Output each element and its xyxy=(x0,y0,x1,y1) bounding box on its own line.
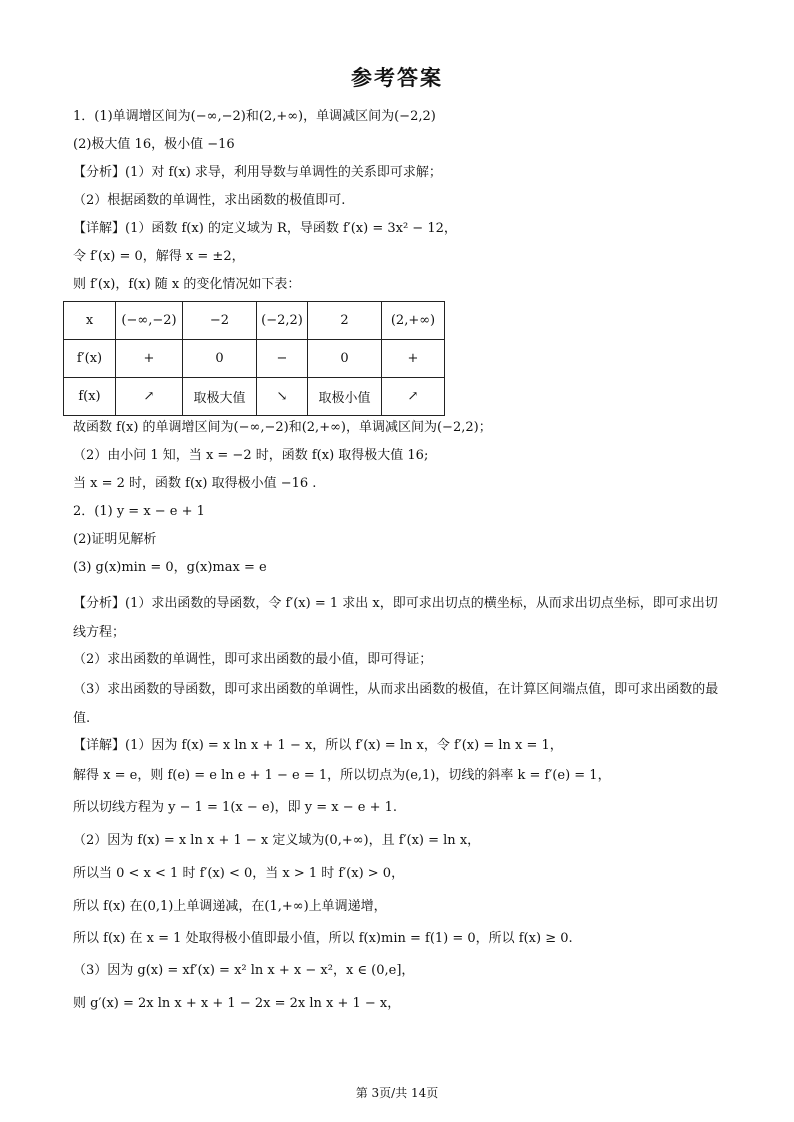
text-paragraph: 【分析】(1）求出函数的导函数，令 f′(x) = 1 求出 x，即可求出切点的横坐标，从而求出切点坐标，即可求出切线方程； xyxy=(73,596,718,640)
text-line: （3）因为 g(x) = xf′(x) = x² ln x + x − x²，x ∈ (0,e]， xyxy=(73,963,415,978)
table-cell: f(x) xyxy=(64,378,116,416)
text-line: 所以 f(x) 在(0,1)上单调递减，在(1,+∞)上单调递增， xyxy=(73,899,387,914)
text-line: 故函数 f(x) 的单调增区间为(−∞,−2)和(2,+∞)，单调减区间为(−2,2)； xyxy=(73,420,492,435)
table-cell: 2 xyxy=(308,302,382,340)
table-cell: ↗ xyxy=(382,378,445,416)
table-cell: + xyxy=(116,340,183,378)
table-cell: 取极小值 xyxy=(308,378,382,416)
text-line: 则 g′(x) = 2x ln x + x + 1 − 2x = 2x ln x + 1 − x， xyxy=(73,996,401,1011)
text-line: （2）根据函数的单调性，求出函数的极值即可. xyxy=(73,193,346,208)
text-line: （2）求出函数的单调性，即可求出函数的最小值，即可得证； xyxy=(73,652,433,667)
text-line: (3) g(x)min = 0，g(x)max = e xyxy=(73,560,267,575)
text-line: 【详解】(1）函数 f(x) 的定义域为 R，导函数 f′(x) = 3x² − 12， xyxy=(73,221,457,236)
table-cell: (2,+∞) xyxy=(382,302,445,340)
text-line: 解得 x = e，则 f(e) = e ln e + 1 − e = 1，所以切点为(e,1)，切线的斜率 k = f′(e) = 1， xyxy=(73,768,611,783)
table-cell: 0 xyxy=(183,340,257,378)
table-cell: − xyxy=(257,340,308,378)
text-line: 所以 f(x) 在 x = 1 处取得极小值即最小值，所以 f(x)min = f(1) = 0，所以 f(x) ≥ 0. xyxy=(73,931,573,946)
table-cell: x xyxy=(64,302,116,340)
table-row xyxy=(64,302,445,340)
text-line: 令 f′(x) = 0，解得 x = ±2， xyxy=(73,249,245,264)
text-line: （2）因为 f(x) = x ln x + 1 − x 定义域为(0,+∞)，且 f′(x) = ln x， xyxy=(73,833,481,848)
table-cell: + xyxy=(382,340,445,378)
text-line: (2)证明见解析 xyxy=(73,532,157,547)
text-line: 【分析】(1）对 f(x) 求导，利用导数与单调性的关系即可求解； xyxy=(73,165,442,180)
text-line: 则 f′(x)，f(x) 随 x 的变化情况如下表： xyxy=(73,277,301,292)
text-line: 1．(1)单调增区间为(−∞,−2)和(2,+∞)，单调减区间为(−2,2) xyxy=(73,109,436,124)
text-line: 所以切线方程为 y − 1 = 1(x − e)，即 y = x − e + 1. xyxy=(73,800,398,815)
table-cell: (−2,2) xyxy=(257,302,308,340)
page-title: 参考答案 xyxy=(351,66,443,90)
table-cell: 取极大值 xyxy=(183,378,257,416)
table-cell: ↗ xyxy=(116,378,183,416)
text-line: (2)极大值 16，极小值 −16 xyxy=(73,137,235,152)
page-number: 第 3页/共 14页 xyxy=(355,1086,439,1100)
text-line: 当 x = 2 时，函数 f(x) 取得极小值 −16 . xyxy=(73,476,317,491)
table-cell: f′(x) xyxy=(64,340,116,378)
table-row xyxy=(64,378,445,416)
table-cell: −2 xyxy=(183,302,257,340)
table-cell: (−∞,−2) xyxy=(116,302,183,340)
text-line: 2．(1) y = x − e + 1 xyxy=(73,504,205,519)
text-line: 所以当 0 < x < 1 时 f′(x) < 0，当 x > 1 时 f′(x) > 0， xyxy=(73,866,405,881)
table-cell: 0 xyxy=(308,340,382,378)
text-line: 【详解】(1）因为 f(x) = x ln x + 1 − x，所以 f′(x) = ln x，令 f′(x) = ln x = 1， xyxy=(73,738,563,753)
table-cell: ↘ xyxy=(257,378,308,416)
text-paragraph: （3）求出函数的导函数，即可求出函数的单调性，从而求出函数的极值，在计算区间端点值，即可求出函数的最值. xyxy=(73,682,719,726)
variation-table xyxy=(63,301,445,416)
table-row xyxy=(64,340,445,378)
text-line: （2）由小问 1 知，当 x = −2 时，函数 f(x) 取得极大值 16; xyxy=(73,448,429,463)
